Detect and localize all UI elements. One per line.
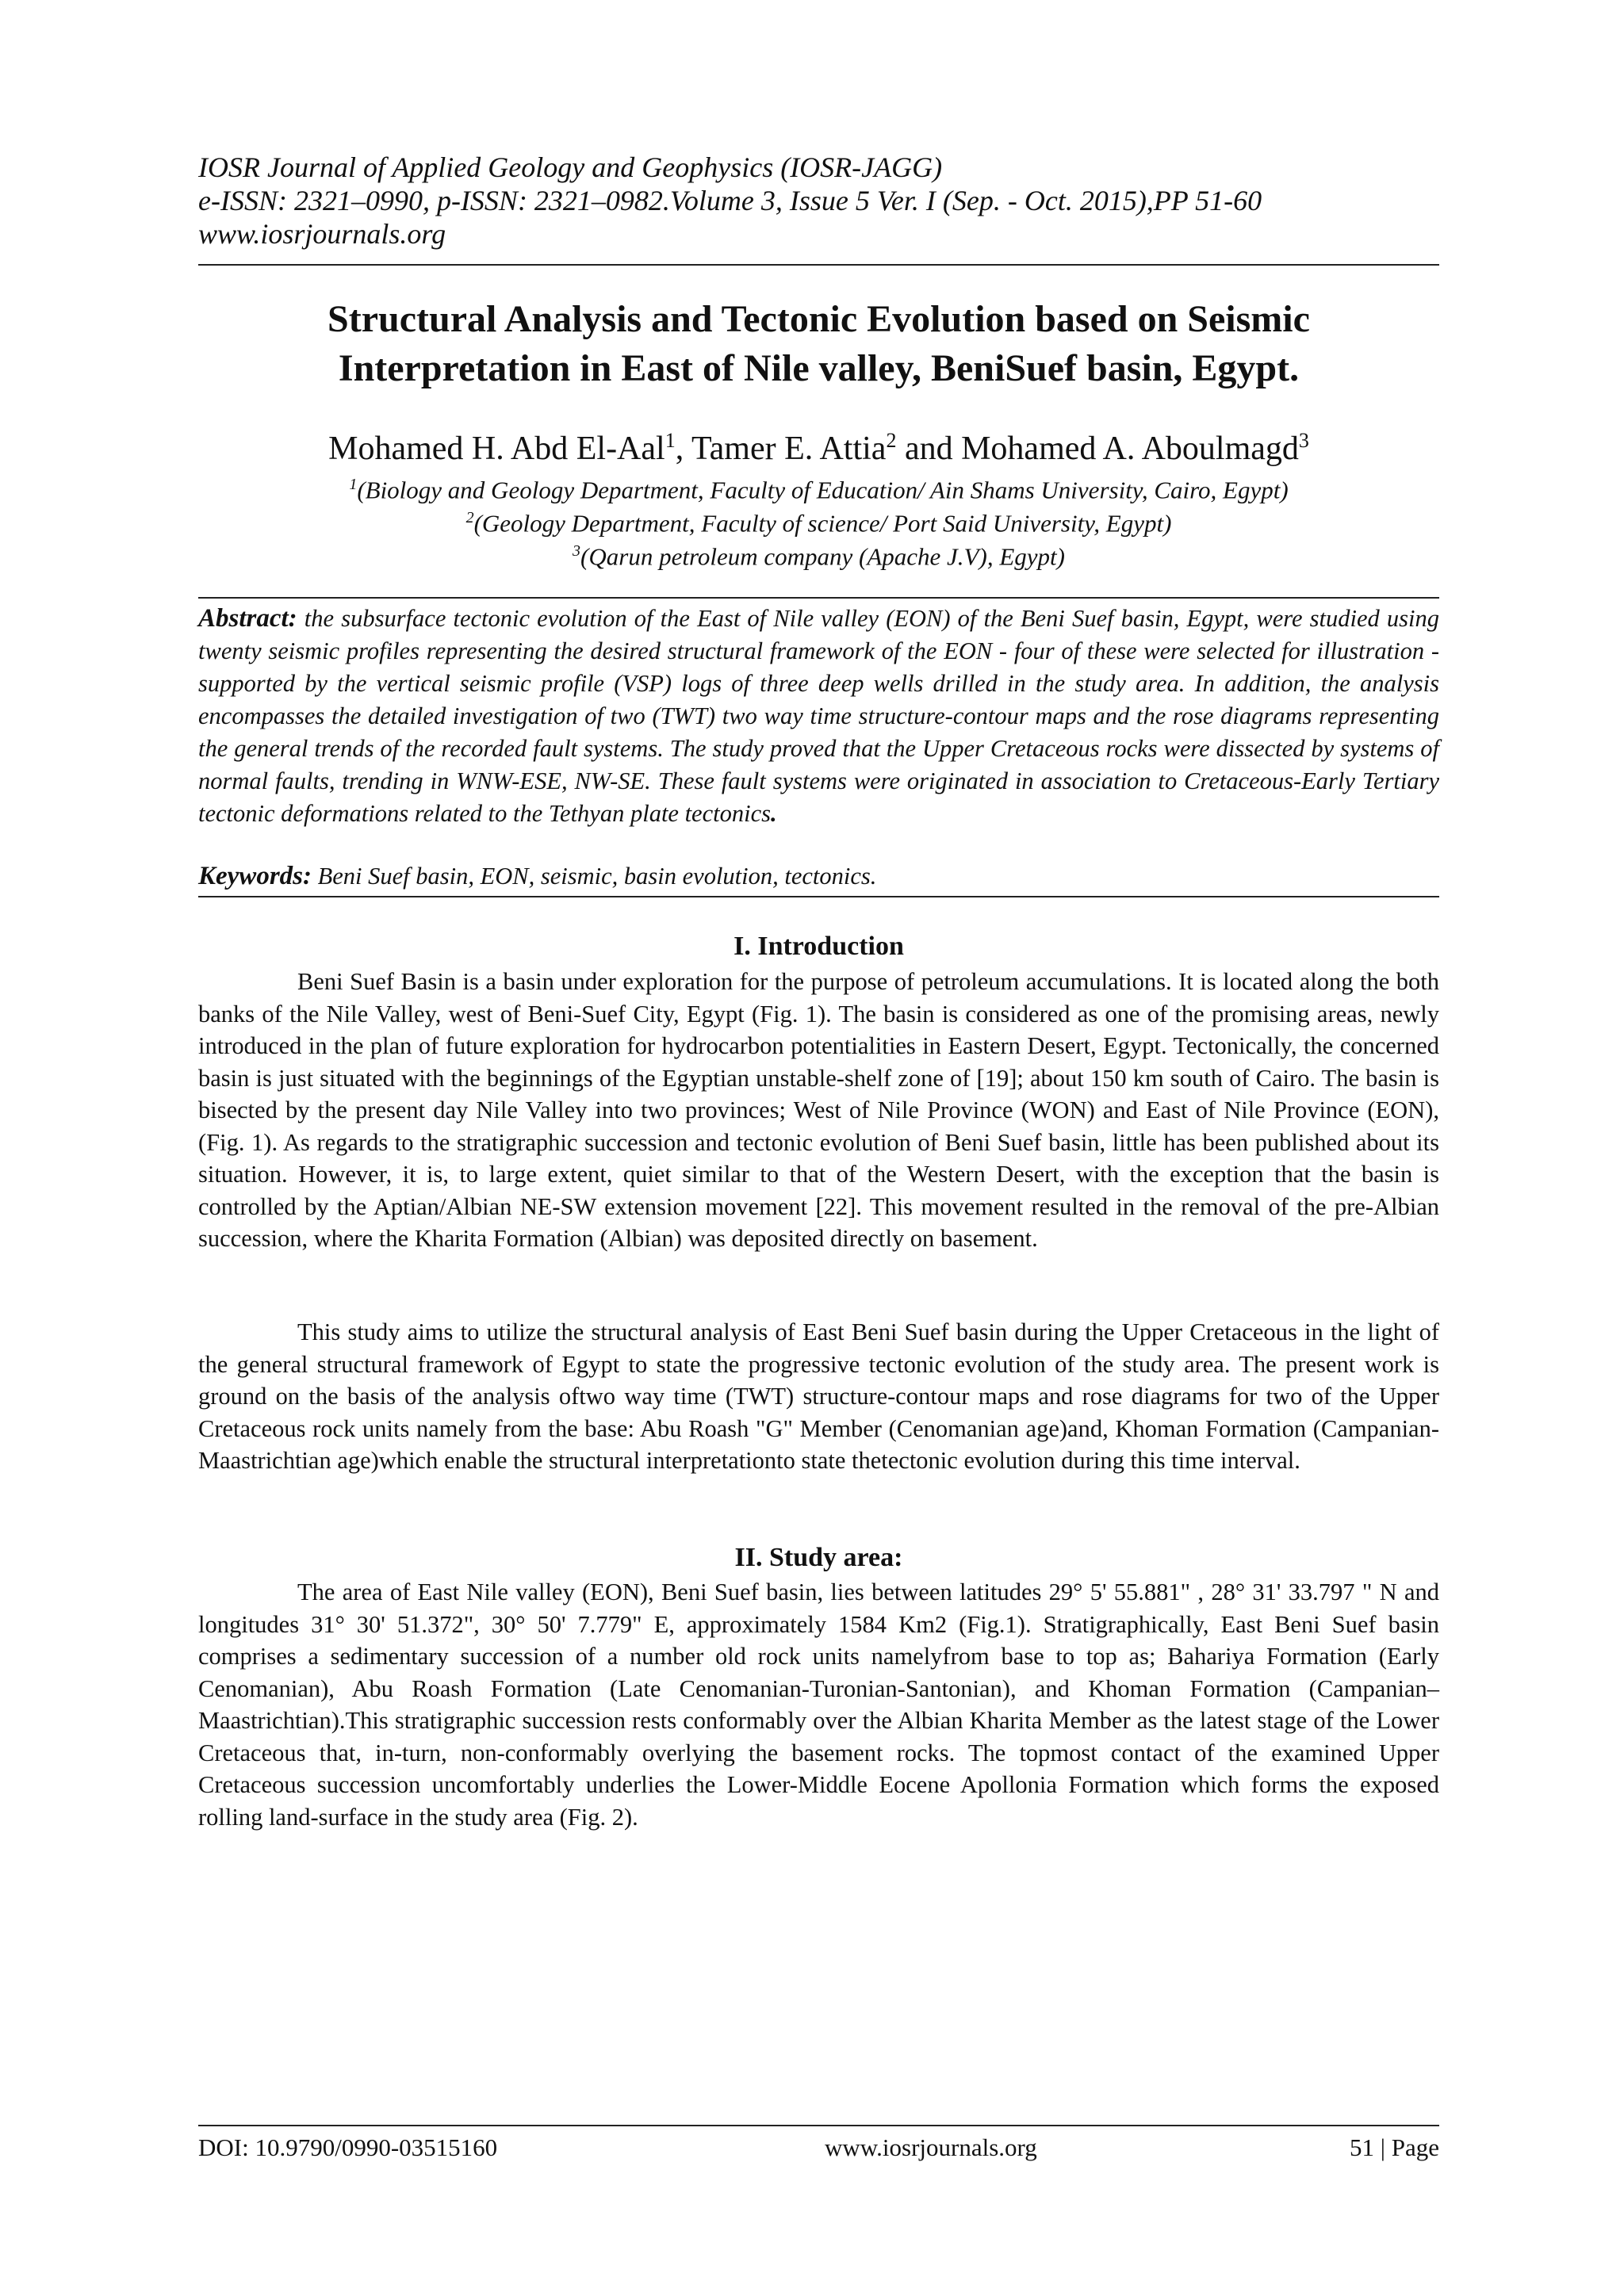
keywords-text: Beni Suef basin, EON, seismic, basin evolution, tectonics. (312, 863, 877, 890)
author-3-sup: 3 (1298, 429, 1309, 452)
affiliation-1 (198, 469, 1439, 505)
keywords-label: Keywords: (198, 862, 312, 890)
footer-website[interactable]: www.iosrjournals.org (825, 2133, 1037, 2161)
abstract-bottom-divider (198, 896, 1439, 897)
title-line-1: Structural Analysis and Tectonic Evolution based on Seismic (327, 298, 1310, 340)
introduction-paragraph-1: Beni Suef Basin is a basin under exploration for the purpose of petroleum accumulations. It is located along the both banks of the Nile Valley, west of Beni-Suef City, Egypt (Fig. 1). The basin is considered as one of the promising areas, newly introduced in the plan of future exploration for hydrocarbon potentialities in Eastern Desert, Egypt. Tectonically, the concerned basin is just situated with the beginnings of the Egyptian unstable-shelf zone of [19]; about 150 km south of Cairo. The basin is bisected by the present day Nile Valley into two provinces; West of Nile Province (WON) and East of Nile Province (EON), (Fig. 1). As regards to the stratigraphic succession and tectonic evolution of Beni Suef basin, little has been published about its situation. However, it is, to large extent, quiet similar to that of the Western Desert, with the exception that the basin is controlled by the Aptian/Albian NE-SW extension movement [22]. This movement resulted in the removal of the pre-Albian succession, where the Kharita Formation (Albian) was deposited directly on basement. (198, 968, 1439, 1252)
author-1: Mohamed H. Abd El-Aal (328, 430, 665, 467)
issn-line: e-ISSN: 2321–0990, p-ISSN: 2321–0982.Volume 3, Issue 5 Ver. I (Sep. - Oct. 2015),PP 51-60 (198, 185, 1262, 216)
author-1-sup: 1 (665, 429, 676, 452)
header-divider (198, 264, 1439, 266)
affiliation-3 (198, 536, 1439, 572)
introduction-paragraph-2: This study aims to utilize the structural analysis of East Beni Suef basin during the Upper Cretaceous in the light of the general structural framework of Egypt to state the progressive tectonic evolution of the study area. The present work is ground on the basis of the analysis oftwo way time (TWT) structure-contour maps and rose diagrams for two of the Upper Cretaceous rock units namely from the base: Abu Roash "G" Member (Cenomanian age)and, Khoman Formation (Campanian-Maastrichtian age)which enable the structural interpretationto state thetectonic evolution during this time interval. (198, 1318, 1439, 1474)
abstract-text: the subsurface tectonic evolution of the East of Nile valley (EON) of the Beni Suef basin, Egypt, were studied using twenty seismic profiles representing the desired structural framework of the EON - four of these were selected for illustration - supported by the vertical seismic profile (VSP) logs of three deep wells drilled in the study area. In addition, the analysis encompasses the detailed investigation of two (TWT) two way time structure-contour maps and the rose diagrams representing the general trends of the recorded fault systems. The study proved that the Upper Cretaceous rocks were dissected by systems of normal faults, trending in WNW-ESE, NW-SE. These fault systems were originated in association to Cretaceous-Early Tertiary tectonic deformations related to the Tethyan plate tectonics (198, 605, 1439, 827)
author-list (198, 420, 1439, 469)
paper-title (198, 295, 1439, 393)
affiliation-2-sup: 2 (465, 509, 474, 526)
journal-name: IOSR Journal of Applied Geology and Geophysics (IOSR-JAGG) (198, 151, 943, 183)
affiliation-1-sup: 1 (349, 476, 358, 493)
section-heading-introduction: I. Introduction (733, 932, 904, 961)
affiliation-2-text: (Geology Department, Faculty of science/ Port Said University, Egypt) (473, 509, 1172, 538)
abstract (198, 603, 1439, 830)
title-line-2: Interpretation in East of Nile valley, BeniSuef basin, Egypt. (338, 347, 1300, 389)
journal-header (198, 151, 1435, 251)
author-2: , Tamer E. Attia (675, 430, 887, 467)
abstract-label: Abstract: (198, 604, 297, 633)
affiliation-3-sup: 3 (573, 542, 581, 560)
journal-website[interactable]: www.iosrjournals.org (198, 218, 446, 250)
abstract-top-divider (198, 597, 1439, 599)
affiliation-1-text: (Biology and Geology Department, Faculty of Education/ Ain Shams University, Cairo, Egypt) (357, 476, 1289, 504)
footer-page-number: 51 | Page (1350, 2133, 1439, 2161)
section-heading-study-area: II. Study area: (734, 1543, 903, 1572)
footer-doi: DOI: 10.9790/0990-03515160 (198, 2133, 498, 2161)
affiliation-3-text: (Qarun petroleum company (Apache J.V), Egypt) (580, 542, 1065, 571)
footer-divider (198, 2125, 1439, 2126)
author-2-sup: 2 (886, 429, 897, 452)
abstract-end: . (770, 800, 777, 827)
affiliation-2 (198, 503, 1439, 538)
keywords (198, 860, 1439, 893)
study-area-paragraph: The area of East Nile valley (EON), Beni Suef basin, lies between latitudes 29° 5' 55.881" , 28° 31' 33.797 " N and longitudes 31° 30' 51.372", 30° 50' 7.779" E, approximately 1584 Km2 (Fig.1). Stratigraphically, East Beni Suef basin comprises a sedimentary succession of a number old rock units namelyfrom base to top as; Bahariya Formation (Early Cenomanian), Abu Roash Formation (Late Cenomanian-Turonian-Santonian), and Khoman Formation (Campanian–Maastrichtian).This stratigraphic succession rests conformably over the Albian Kharita Member as the latest stage of the Lower Cretaceous that, in-turn, non-conformably overlying the basement rocks. The topmost contact of the examined Upper Cretaceous succession uncomfortably underlies the Lower-Middle Eocene Apollonia Formation which forms the exposed rolling land-surface in the study area (Fig. 2). (198, 1578, 1439, 1831)
author-3: and Mohamed A. Aboulmagd (896, 430, 1299, 467)
